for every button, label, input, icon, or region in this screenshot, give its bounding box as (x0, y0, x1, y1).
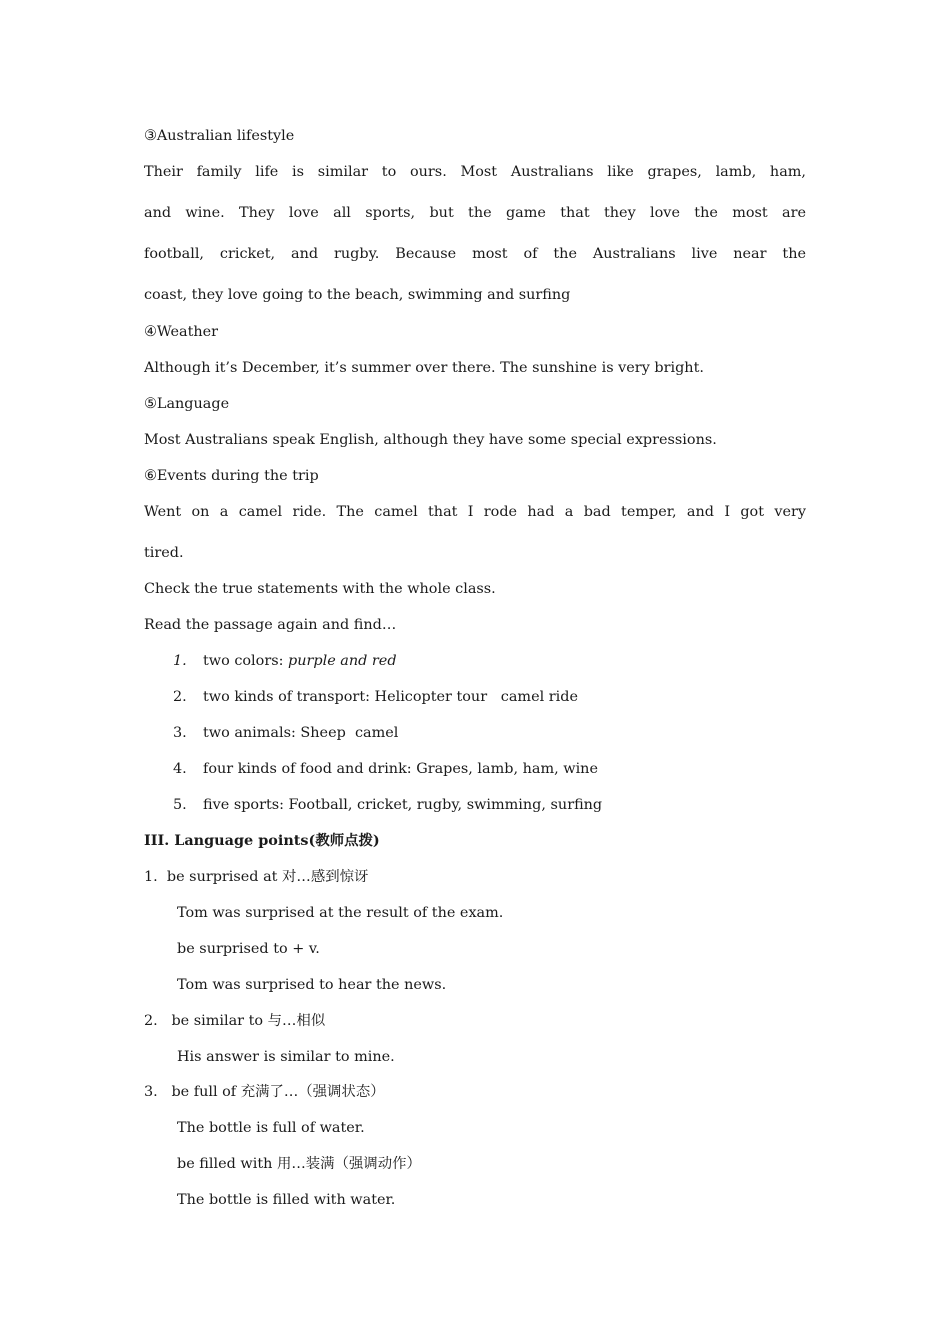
paragraph-line: football, cricket, and rugby. Because most of the Australians live near the (144, 246, 806, 262)
instruction-line: Read the passage again and find… (144, 617, 397, 633)
list-number: 5. (173, 797, 187, 813)
section-heading-language: ⑤Language (144, 396, 230, 412)
list-answer: purple and red (288, 653, 397, 669)
point-title: 2. be similar to 与…相似 (144, 1013, 326, 1029)
section-heading-weather: ④Weather (144, 324, 219, 340)
paragraph-line: Although it’s December, it’s summer over there. The sunshine is very bright. (144, 360, 704, 376)
section-heading-events: ⑥Events during the trip (144, 468, 319, 484)
list-item (173, 651, 397, 671)
point-title: 1. be surprised at 对…感到惊讶 (144, 869, 369, 885)
list-text: two animals: Sheep camel (203, 725, 399, 741)
list-text: five sports: Football, cricket, rugby, swimming, surfing (203, 797, 603, 813)
point-title: 3. be full of 充满了…（强调状态） (144, 1084, 385, 1100)
section-heading-lifestyle: ③Australian lifestyle (144, 128, 295, 144)
list-item (173, 723, 398, 743)
list-item (173, 795, 602, 815)
list-text: two kinds of transport: Helicopter tour camel ride (203, 689, 578, 705)
example-line: The bottle is filled with water. (177, 1192, 396, 1208)
paragraph-line: and wine. They love all sports, but the game that they love the most are (144, 205, 806, 221)
list-text: two colors: (203, 653, 289, 669)
list-number: 3. (173, 725, 187, 741)
paragraph-line: Their family life is similar to ours. Most Australians like grapes, lamb, ham, (144, 164, 806, 180)
example-line: be filled with 用…装满（强调动作） (177, 1156, 421, 1172)
paragraph-line: tired. (144, 545, 184, 561)
example-line: His answer is similar to mine. (177, 1049, 395, 1065)
list-text: four kinds of food and drink: Grapes, lamb, ham, wine (203, 761, 598, 777)
paragraph-line: Went on a camel ride. The camel that I rode had a bad temper, and I got very (144, 504, 806, 520)
list-item (173, 759, 598, 779)
paragraph-line: coast, they love going to the beach, swimming and surfing (144, 287, 571, 303)
paragraph-line: Most Australians speak English, although they have some special expressions. (144, 432, 717, 448)
instruction-line: Check the true statements with the whole class. (144, 581, 496, 597)
section-heading-language-points: III. Language points(教师点拨) (144, 832, 380, 849)
example-line: The bottle is full of water. (177, 1120, 365, 1136)
example-line: Tom was surprised at the result of the exam. (177, 905, 504, 921)
list-item (173, 687, 578, 707)
list-number: 4. (173, 761, 187, 777)
list-number: 2. (173, 689, 187, 705)
list-number: 1. (173, 653, 187, 669)
example-line: Tom was surprised to hear the news. (177, 977, 447, 993)
example-line: be surprised to + v. (177, 941, 320, 957)
